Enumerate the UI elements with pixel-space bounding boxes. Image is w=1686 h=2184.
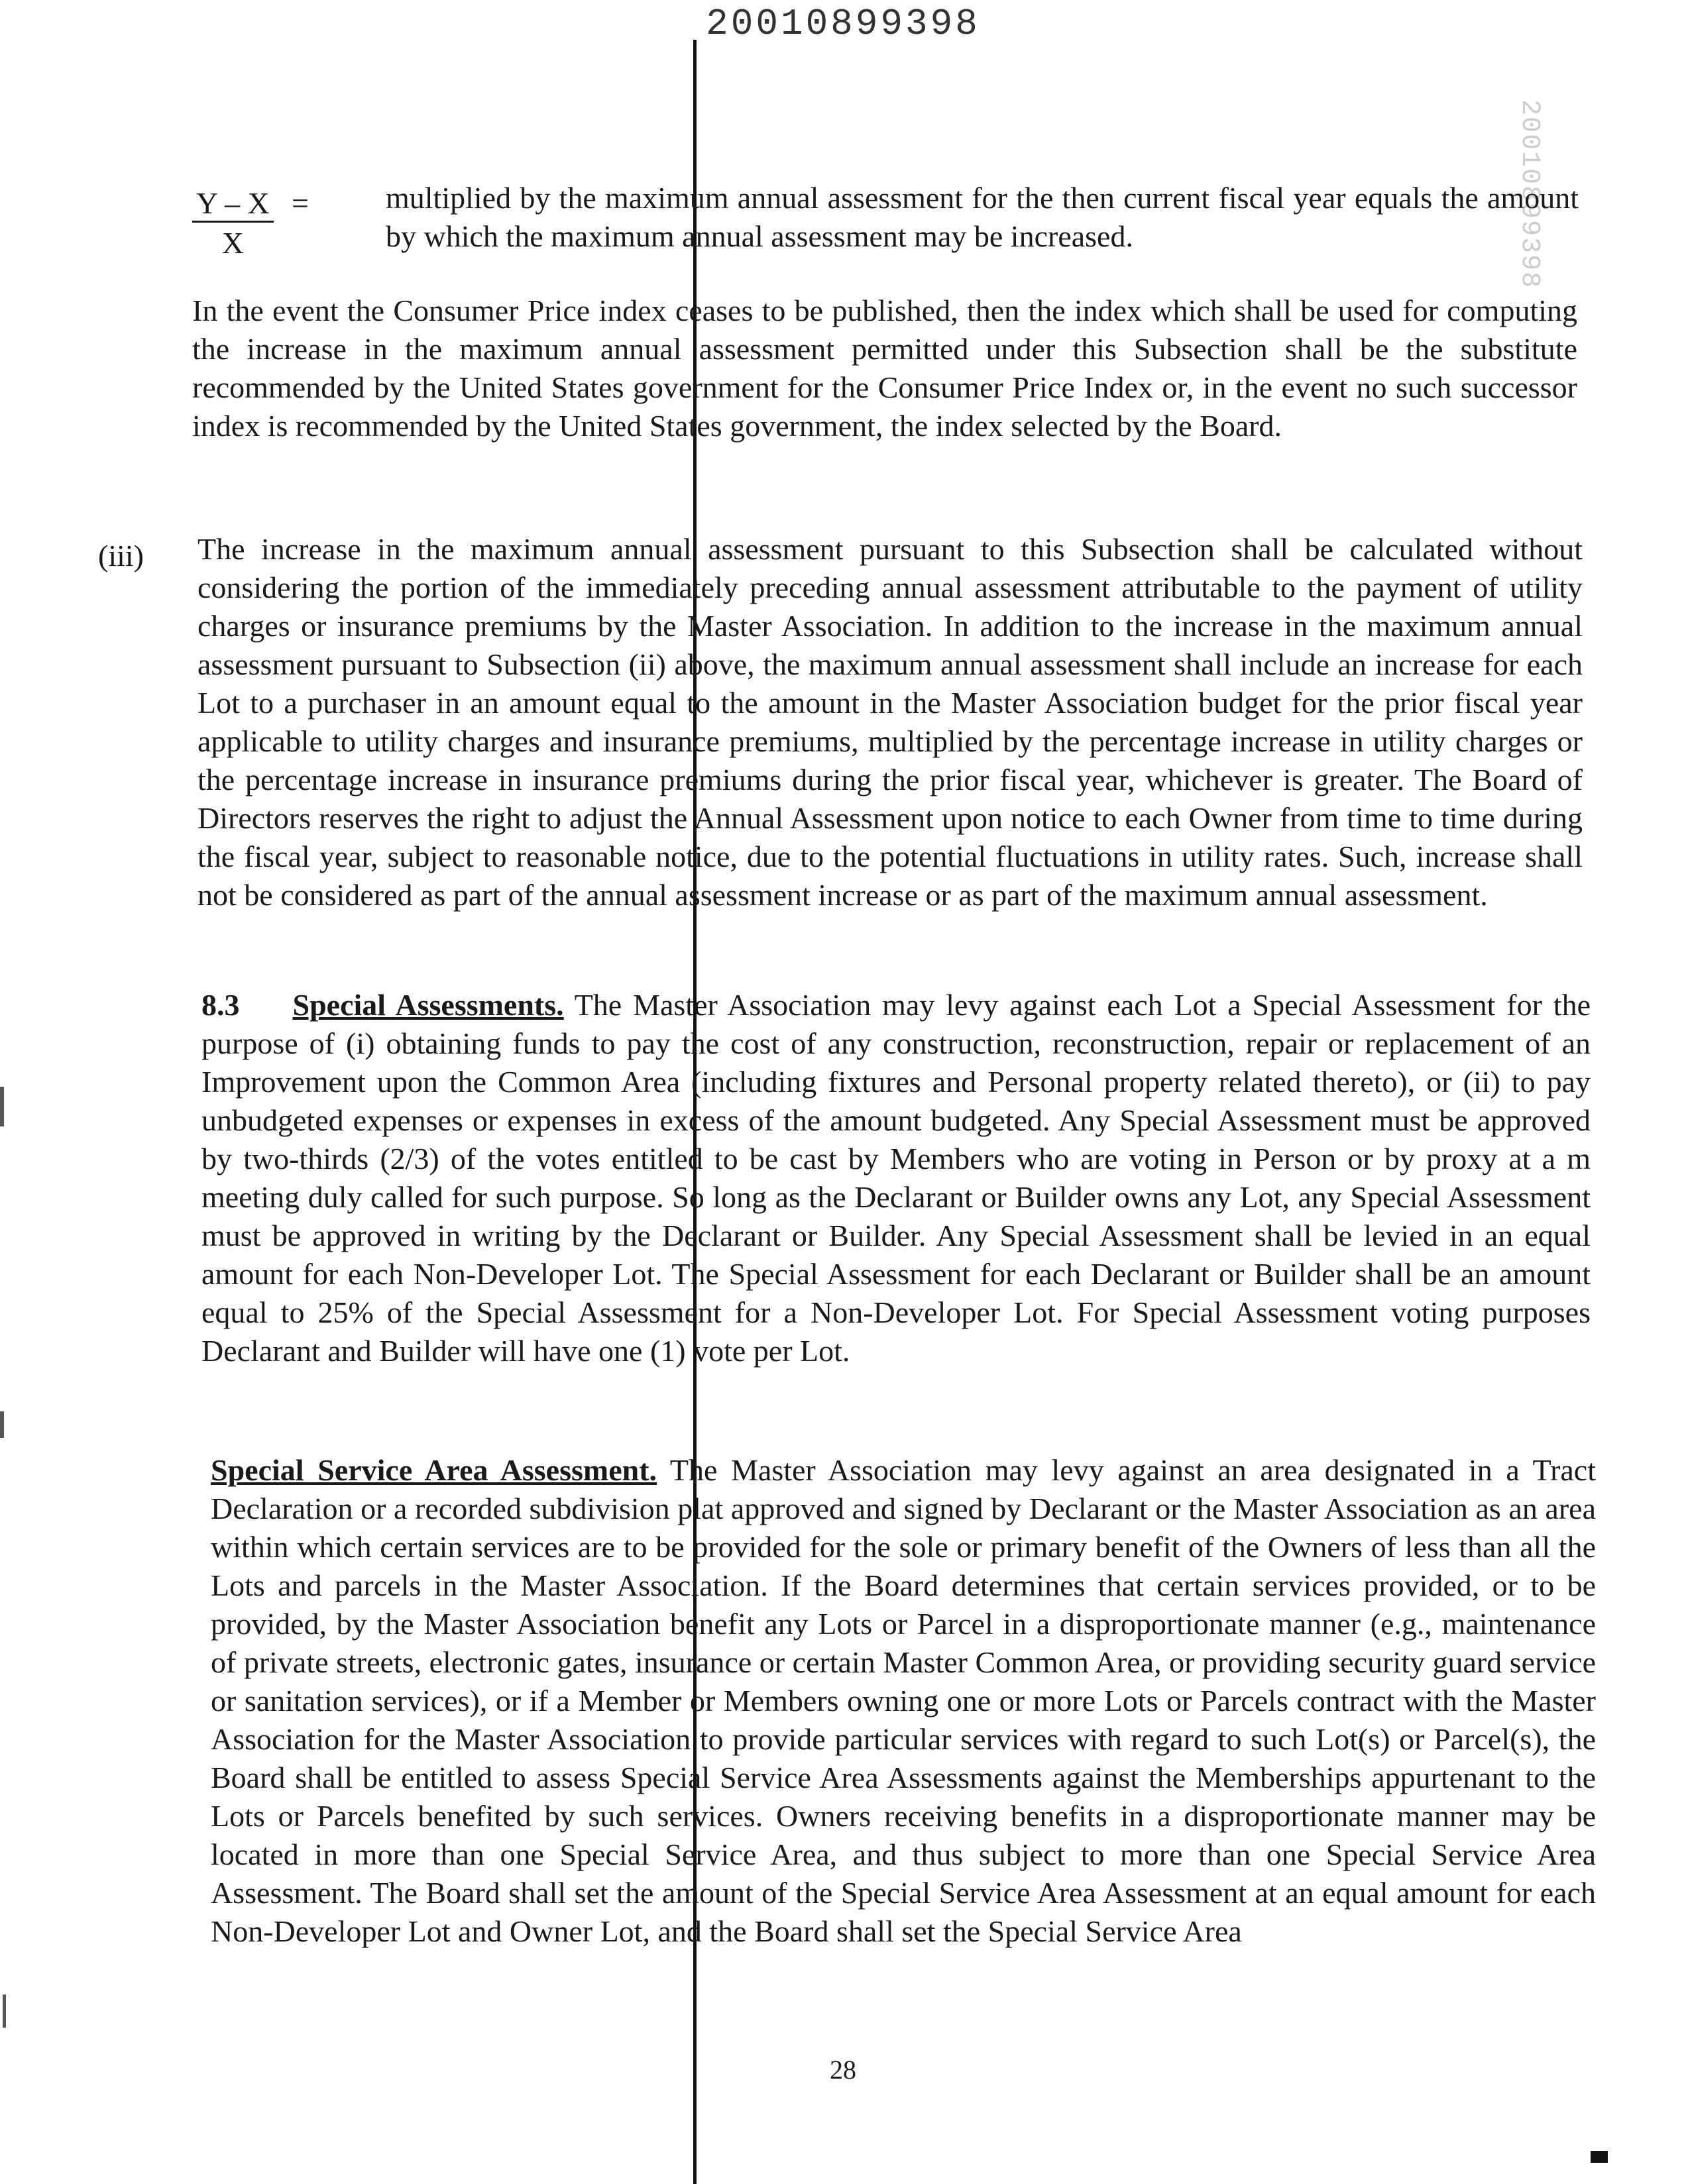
page-number: 28	[830, 2055, 856, 2085]
paragraph-cpi: In the event the Consumer Price index ceases to be published, then the index which shall be used for computing the increase in the maximum annual assessment permitted under this Subsection shall be the substitute recommended by the United States government for the Consumer Price Index or, in the event no such successor index is recommended by the United States government, the index selected by the Board.	[192, 294, 1577, 443]
section-8-3	[201, 986, 1591, 1370]
scan-speck	[3, 1994, 6, 2028]
document-number: 20010899398	[706, 3, 980, 45]
subsection-body: The Master Association may levy against an area designated in a Tract Declaration or a recorded subdivision plat approved and signed by Declarant or the Master Association as an area within which certain services are to be provided for the sole or primary benefit of the Owners of less than all the Lots and parcels in the Master Association. If the Board determines that certain services provided, or to be provided, by the Master Association benefit any Lots or Parcel in a disproportionate manner (e.g., maintenance of private streets, electronic gates, insurance or certain Master Common Area, or providing security guard service or sanitation services), or if a Member or Members owning one or more Lots or Parcels contract with the Master Association for the Master Association to provide particular services with regard to such Lot(s) or Parcel(s), the Board shall be entitled to assess Special Service Area Assessments against the Memberships appurtenant to the Lots or Parcels benefited by such services. Owners receiving benefits in a disproportionate manner may be located in more than one Special Service Area, and thus subject to more than one Special Service Area Assessment. The Board shall set the amount of the Special Service Area Assessment at an equal amount for each Non-Developer Lot and Owner Lot, and the Board shall set the Special Service Area	[211, 1453, 1596, 1948]
side-stamp: 20010899398	[1514, 99, 1544, 290]
subsection-heading: Special Service Area Assessment.	[211, 1453, 657, 1487]
section-heading: Special Assessments.	[292, 988, 564, 1022]
scan-speck	[1591, 2151, 1608, 2163]
clause-label-iii: (iii)	[98, 539, 144, 573]
formula-numerator: Y – X	[192, 186, 274, 223]
section-number: 8.3	[201, 988, 240, 1022]
paragraph-iii: The increase in the maximum annual assessment pursuant to this Subsection shall be calculated without considering the portion of the immediately preceding annual assessment attributable to the payment of utility charges or insurance premiums by the Master Association. In addition to the increase in the maximum annual assessment pursuant to Subsection (ii) above, the maximum annual assessment shall include an increase for each Lot to a purchaser in an amount equal to the amount in the Master Association budget for the prior fiscal year applicable to utility charges and insurance premiums, multiplied by the percentage increase in utility charges or the percentage increase in insurance premiums during the prior fiscal year, whichever is greater. The Board of Directors reserves the right to adjust the Annual Assessment upon notice to each Owner from time to time during the fiscal year, subject to reasonable notice, due to the potential fluctuations in utility rates. Such, increase shall not be considered as part of the annual assessment increase or as part of the maximum annual assessment.	[197, 532, 1583, 912]
section-special-service-area	[211, 1451, 1596, 1951]
scan-speck	[0, 1411, 4, 1438]
formula-denominator: X	[221, 226, 244, 260]
section-body: The Master Association may levy against each Lot a Special Assessment for the purpose of (i) obtaining funds to pay the cost of any construction, reconstruction, repair or replacement of an Improvement upon the Common Area (including fixtures and Personal property related thereto), or (ii) to pay unbudgeted expenses or expenses in excess of the amount budgeted. Any Special Assessment must be approved by two-thirds (2/3) of the votes entitled to be cast by Members who are voting in Person or by proxy at a m meeting duly called for such purpose. So long as the Declarant or Builder owns any Lot, any Special Assessment must be approved in writing by the Declarant or Builder. Any Special Assessment shall be levied in an equal amount for each Non-Developer Lot. The Special Assessment for each Declarant or Builder shall be an amount equal to 25% of the Special Assessment for a Non-Developer Lot. For Special Assessment voting purposes Declarant and Builder will have one (1) vote per Lot.	[201, 988, 1591, 1368]
formula-fraction	[192, 186, 274, 260]
formula-text: multiplied by the maximum annual assessment for the then current fiscal year equals the amount by which the maximum annual assessment may be increased.	[386, 181, 1579, 253]
formula-equals: =	[292, 186, 309, 220]
scan-speck	[0, 1087, 4, 1126]
